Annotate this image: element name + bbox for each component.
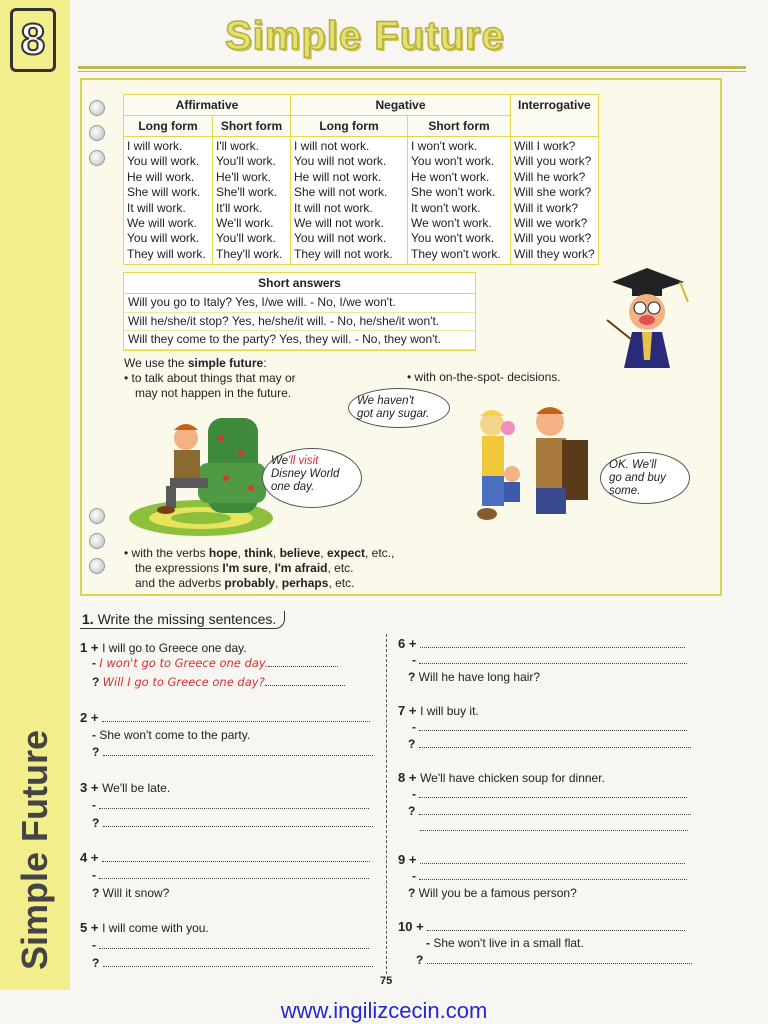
- item-sentence: We'll be late.: [102, 781, 171, 795]
- usage-keyword: believe: [279, 546, 321, 560]
- table-cell: It will work.: [127, 200, 186, 215]
- aff-long-column: [124, 137, 213, 265]
- bubble-line: one day.: [271, 481, 315, 493]
- short-answers-box: [123, 272, 476, 351]
- usage-text: , etc.,: [365, 546, 395, 560]
- table-cell: You will work.: [127, 231, 200, 246]
- side-title: Simple Future: [14, 729, 55, 970]
- usage-text: and the adverbs: [135, 576, 225, 590]
- table-cell: He will work.: [127, 169, 195, 184]
- item-number: 8: [398, 770, 406, 785]
- table-cell: She won't work.: [411, 185, 496, 200]
- table-cell: It'll work.: [216, 200, 263, 215]
- column-divider: [386, 634, 387, 974]
- table-cell: Will it work?: [514, 200, 579, 215]
- item-sentence: Will you be a famous person?: [418, 886, 577, 900]
- item-number: 9: [398, 852, 406, 867]
- table-cell: We'll work.: [216, 216, 274, 231]
- exercise-item-10-question[interactable]: ?: [416, 953, 692, 967]
- handwritten-answer: Will I go to Greece one day?: [102, 675, 265, 689]
- exercise-item-4-minus[interactable]: -: [92, 868, 369, 882]
- table-cell: You will not work.: [294, 231, 387, 246]
- usage-keyword: hope: [208, 546, 238, 560]
- bubble-line: OK. We'll: [609, 459, 657, 471]
- table-cell: Will he work?: [514, 169, 586, 184]
- table-cell: You won't work.: [411, 154, 495, 169]
- header-negative: Negative: [291, 95, 511, 116]
- usage-bullet-3-line-1: • with the verbs hope, think, believe, expect, etc.,: [124, 546, 395, 560]
- usage-bullet-1: • to talk about things that may or: [124, 371, 296, 385]
- interrogative-column: [511, 137, 599, 265]
- chapter-sidebar: [0, 0, 70, 990]
- item-number: 3: [80, 780, 88, 795]
- grammar-panel: [80, 78, 722, 596]
- exercise-item-7-question[interactable]: ?: [408, 737, 691, 751]
- table-cell: You won't work.: [411, 231, 495, 246]
- table-cell: You'll work.: [216, 231, 276, 246]
- header-neg-long: Long form: [291, 116, 408, 137]
- exercise-item-1-question[interactable]: ? Will I go to Greece one day?: [92, 675, 345, 689]
- neg-long-column: [291, 137, 408, 265]
- item-sentence: She won't come to the party.: [99, 728, 251, 742]
- bubble-line: [271, 455, 353, 468]
- bubble-text: We: [271, 455, 289, 467]
- table-cell: He will not work.: [294, 169, 382, 184]
- exercise-item-9-question: ? Will you be a famous person?: [408, 886, 577, 900]
- header-aff-short: Short form: [213, 116, 291, 137]
- exercise-item-2-question[interactable]: ?: [92, 745, 373, 759]
- usage-text: , etc.: [327, 561, 354, 575]
- table-cell: It won't work.: [411, 200, 481, 215]
- exercise-item-6-plus[interactable]: 6 +: [398, 636, 685, 651]
- usage-bullet-2: • with on-the-spot- decisions.: [407, 370, 561, 384]
- short-answer-line: Will they come to the party? Yes, they will. - No, they won't.: [124, 331, 475, 350]
- exercise-item-2-plus[interactable]: 2 +: [80, 710, 370, 725]
- binder-ring-icon: [89, 533, 105, 549]
- exercise-item-7-plus: 7 + I will buy it.: [398, 703, 479, 718]
- page-number: 75: [380, 975, 393, 987]
- professor-illustration: [602, 260, 702, 370]
- header-neg-short: Short form: [408, 116, 511, 137]
- table-cell: They will not work.: [294, 246, 393, 261]
- table-cell: Will she work?: [514, 185, 592, 200]
- exercise-item-8-plus: 8 + We'll have chicken soup for dinner.: [398, 770, 605, 785]
- table-cell: You'll work.: [216, 154, 276, 169]
- exercise-item-5-plus: 5 + I will come with you.: [80, 920, 209, 935]
- short-answers-heading: Short answers: [124, 273, 475, 294]
- table-cell: They will work.: [127, 246, 206, 261]
- table-cell: We won't work.: [411, 216, 492, 231]
- exercise-item-1-minus[interactable]: - I won't go to Greece one day.: [92, 656, 338, 670]
- exercise-item-5-minus[interactable]: -: [92, 938, 369, 952]
- usage-keyword: perhaps: [281, 576, 329, 590]
- title-rule-thin: [78, 71, 746, 72]
- table-cell: Will we work?: [514, 216, 588, 231]
- usage-text: the expressions: [135, 561, 223, 575]
- usage-bullet-1-cont: may not happen in the future.: [135, 386, 292, 400]
- exercise-item-6-question: ? Will he have long hair?: [408, 670, 541, 684]
- footer-url[interactable]: www.ingilizcecin.com: [280, 998, 488, 1023]
- table-cell: I will not work.: [294, 139, 370, 153]
- page-title: Simple Future: [225, 14, 505, 58]
- table-cell: She will work.: [127, 185, 201, 200]
- header-interrogative: Interrogative: [511, 95, 599, 137]
- table-cell: He won't work.: [411, 169, 490, 184]
- table-cell: I will work.: [127, 139, 183, 153]
- usage-text: , etc.: [328, 576, 355, 590]
- table-cell: I'll work.: [216, 139, 259, 153]
- item-sentence: She won't live in a small flat.: [433, 936, 584, 950]
- exercise-item-9-plus[interactable]: 9 +: [398, 852, 685, 867]
- table-cell: He'll work.: [216, 169, 271, 184]
- neg-short-column: [408, 137, 511, 265]
- item-number: 2: [80, 710, 88, 725]
- chapter-number: 8: [20, 15, 46, 64]
- exercise-item-6-minus[interactable]: -: [412, 653, 687, 667]
- table-cell: They'll work.: [216, 246, 283, 261]
- speech-bubble-sugar: [348, 388, 450, 428]
- item-number: 5: [80, 920, 88, 935]
- usage-keyword: think: [244, 546, 273, 560]
- usage-keyword: I'm afraid: [274, 561, 328, 575]
- table-cell: I won't work.: [411, 139, 478, 153]
- table-cell: Will they work?: [514, 246, 595, 261]
- table-cell: We will not work.: [294, 216, 384, 231]
- item-sentence: Will it snow?: [102, 886, 170, 900]
- binder-ring-icon: [89, 100, 105, 116]
- exercise-item-5-question[interactable]: ?: [92, 956, 373, 970]
- exercise-item-9-minus[interactable]: -: [412, 869, 687, 883]
- armchair-illustration: [126, 408, 276, 538]
- table-cell: Will I work?: [514, 139, 576, 153]
- usage-intro-text: We use the: [124, 356, 188, 370]
- usage-keyword: probably: [224, 576, 276, 590]
- bubble-line: got any sugar.: [357, 408, 430, 420]
- binder-ring-icon: [89, 558, 105, 574]
- item-number: 1: [80, 640, 88, 655]
- table-cell: Will you work?: [514, 231, 592, 246]
- table-cell: It will not work.: [294, 200, 373, 215]
- item-sentence: I will go to Greece one day.: [102, 641, 247, 655]
- bubble-text-highlight: 'll visit: [288, 455, 319, 467]
- speech-bubble-disney: [262, 448, 362, 508]
- exercise-item-7-minus[interactable]: -: [412, 720, 687, 734]
- bubble-line: Disney World: [271, 468, 340, 480]
- exercise-item-1-plus: 1 + I will go to Greece one day.: [80, 640, 247, 655]
- handwritten-answer: I won't go to Greece one day.: [99, 656, 269, 670]
- exercise-instruction: Write the missing sentences.: [97, 611, 277, 627]
- exercise-item-4-plus[interactable]: 4 +: [80, 850, 370, 865]
- bubble-line: We haven't: [357, 395, 414, 407]
- exercise-item-2-minus: - She won't come to the party.: [92, 728, 251, 742]
- usage-intro-bold: simple future: [187, 356, 264, 370]
- exercise-item-8-question[interactable]: ?: [408, 804, 691, 818]
- usage-intro-colon: :: [263, 356, 267, 370]
- item-sentence: Will he have long hair?: [418, 670, 541, 684]
- usage-keyword: I'm sure: [222, 561, 268, 575]
- family-illustration: [452, 402, 602, 532]
- exercise-item-8-minus[interactable]: -: [412, 787, 687, 801]
- exercise-item-3-plus: 3 + We'll be late.: [80, 780, 171, 795]
- usage-intro: [124, 356, 267, 371]
- table-cell: You will not work.: [294, 154, 387, 169]
- bubble-line: some.: [609, 485, 641, 497]
- chapter-badge: [10, 8, 56, 72]
- aff-short-column: [213, 137, 291, 265]
- short-answer-line: Will you go to Italy? Yes, I/we will. - No, I/we won't.: [124, 294, 475, 313]
- title-rule: [78, 66, 746, 69]
- table-cell: We will work.: [127, 216, 197, 231]
- short-answer-line: Will he/she/it stop? Yes, he/she/it will. - No, he/she/it won't.: [124, 313, 475, 332]
- speech-bubble-ok: [600, 452, 690, 504]
- item-number: 10: [398, 919, 413, 934]
- header-aff-long: Long form: [124, 116, 213, 137]
- usage-bullet-3-line-3: and the adverbs probably, perhaps, etc.: [135, 576, 355, 590]
- item-number: 4: [80, 850, 88, 865]
- item-number: 7: [398, 703, 406, 718]
- header-affirmative: Affirmative: [124, 95, 291, 116]
- exercise-heading: [80, 611, 285, 629]
- table-cell: She'll work.: [216, 185, 277, 200]
- table-cell: She will not work.: [294, 185, 388, 200]
- binder-ring-icon: [89, 150, 105, 166]
- conjugation-table: [123, 94, 599, 265]
- exercise-item-3-minus[interactable]: -: [92, 798, 369, 812]
- usage-bullet-3-line-2: the expressions I'm sure, I'm afraid, etc.: [135, 561, 354, 575]
- bubble-line: go and buy: [609, 472, 666, 484]
- exercise-item-4-question: ? Will it snow?: [92, 886, 170, 900]
- table-cell: They won't work.: [411, 246, 501, 261]
- binder-ring-icon: [89, 508, 105, 524]
- binder-ring-icon: [89, 125, 105, 141]
- item-sentence: We'll have chicken soup for dinner.: [420, 771, 605, 785]
- usage-keyword: expect: [326, 546, 365, 560]
- item-number: 6: [398, 636, 406, 651]
- table-cell: Will you work?: [514, 154, 592, 169]
- exercise-number: 1.: [82, 611, 94, 627]
- table-cell: You will work.: [127, 154, 200, 169]
- exercise-item-10-minus: - She won't live in a small flat.: [426, 936, 584, 950]
- exercise-item-10-plus[interactable]: 10 +: [398, 919, 685, 934]
- item-sentence: I will buy it.: [420, 704, 479, 718]
- exercise-item-3-question[interactable]: ?: [92, 816, 373, 830]
- exercise-item-8-extra-line[interactable]: [420, 820, 688, 834]
- item-sentence: I will come with you.: [102, 921, 209, 935]
- usage-text: • with the verbs: [124, 546, 209, 560]
